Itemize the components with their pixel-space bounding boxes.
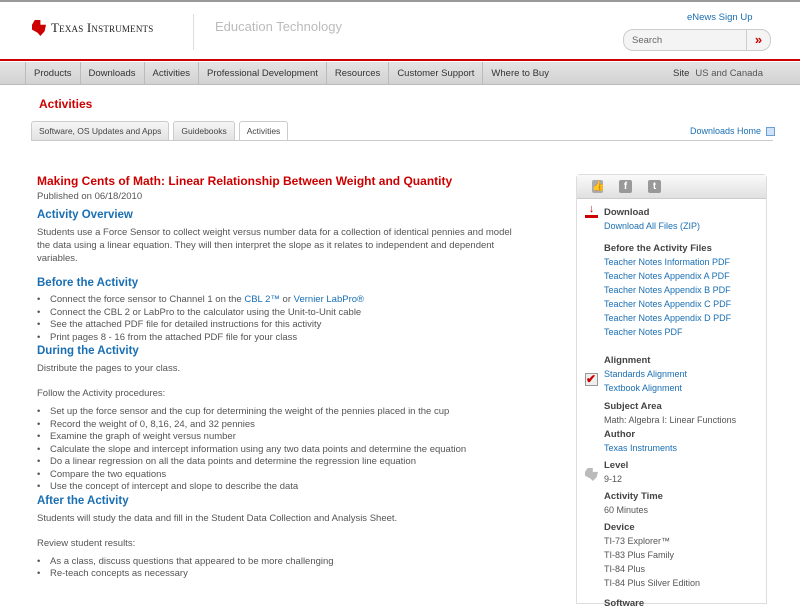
download-heading: Download (604, 207, 650, 218)
device-item: TI-83 Plus Family (604, 550, 675, 560)
like-icon[interactable]: 👍 (592, 181, 605, 192)
paragraph: Students will study the data and fill in the Student Data Collection and Analysis Sheet. (37, 512, 398, 524)
activity-content (37, 174, 527, 581)
file-link[interactable]: Teacher Notes Appendix D PDF (604, 313, 732, 323)
device-item: TI-84 Plus (604, 564, 646, 574)
tab-guidebooks[interactable]: Guidebooks (173, 121, 234, 140)
site-selector[interactable]: Site US and Canada (673, 68, 763, 79)
search-button[interactable]: » (746, 30, 770, 50)
standards-alignment-link[interactable]: Standards Alignment (604, 369, 688, 379)
divider (193, 14, 194, 50)
author-link[interactable]: Texas Instruments (604, 443, 678, 453)
textbook-alignment-link[interactable]: Textbook Alignment (604, 383, 683, 393)
list-item: • Print pages 8 - 16 from the attached PDF file for your class (37, 332, 527, 345)
level-value: 9-12 (604, 474, 623, 484)
after-heading: After the Activity (37, 494, 129, 507)
home-icon[interactable] (766, 127, 775, 136)
ti-logo-icon (32, 20, 46, 36)
enews-signup-link[interactable]: eNews Sign Up (687, 12, 753, 23)
nav-resources[interactable]: Resources (327, 62, 389, 85)
search-box[interactable] (623, 29, 771, 51)
overview-text: Students use a Force Sensor to collect weight versus number data for a collection of identical pennies and model the data using a linear equation. They will then interpret the slope as it relates to independent and dependent variables. (37, 227, 512, 264)
nav-customer-support[interactable]: Customer Support (389, 62, 483, 85)
during-heading: During the Activity (37, 345, 139, 357)
downloads-home-link[interactable]: Downloads Home (690, 126, 762, 136)
alignment-heading: Alignment (604, 355, 651, 366)
list-item: • Connect the CBL 2 or LabPro to the calculator using the Unit-to-Unit cable (37, 307, 527, 320)
list-item: • See the attached PDF file for detailed instructions for this activity (37, 319, 527, 332)
tab-software[interactable]: Software, OS Updates and Apps (31, 121, 169, 140)
list-item: • Calculate the slope and intercept information using any two data points and determine the equation (37, 444, 527, 457)
file-link[interactable]: Teacher Notes Appendix C PDF (604, 299, 732, 309)
time-value: 60 Minutes (604, 505, 649, 515)
download-icon: ↓ (585, 205, 598, 218)
list-item: • As a class, discuss questions that appeared to be more challenging (37, 556, 527, 569)
nav-activities[interactable]: Activities (145, 62, 199, 85)
published-date: Published on 06/18/2010 (37, 191, 143, 202)
activity-title: Making Cents of Math: Linear Relationship Between Weight and Quantity (37, 174, 453, 188)
time-heading: Activity Time (604, 491, 663, 502)
level-heading: Level (604, 460, 629, 471)
nav-where-to-buy[interactable]: Where to Buy (491, 67, 549, 79)
device-heading: Device (604, 522, 635, 533)
file-link[interactable]: Teacher Notes Appendix B PDF (604, 285, 731, 295)
device-item: TI-73 Explorer™ (604, 536, 671, 546)
file-link[interactable]: Teacher Notes Information PDF (604, 257, 731, 267)
paragraph: Review student results: (37, 537, 136, 549)
list-item: • Re-teach concepts as necessary (37, 568, 527, 581)
device-item: TI-84 Plus Silver Edition (604, 578, 701, 588)
twitter-icon[interactable]: t (648, 180, 661, 193)
before-files-heading: Before the Activity Files (604, 243, 712, 254)
nav-downloads[interactable]: Downloads (81, 62, 145, 85)
before-heading: Before the Activity (37, 277, 139, 289)
author-heading: Author (604, 429, 636, 440)
list-item: • Set up the force sensor and the cup for determining the weight of the pennies placed in the cup (37, 406, 527, 419)
checkbox-icon: ✔ (586, 372, 597, 386)
list-item: • Record the weight of 0, 8,16, 24, and 32 pennies (37, 419, 527, 432)
overview-heading: Activity Overview (37, 209, 133, 221)
facebook-icon[interactable]: f (619, 180, 632, 193)
page-heading: Activities (39, 97, 93, 111)
subject-heading: Subject Area (604, 401, 662, 412)
ti-logo[interactable]: Texas Instruments (32, 20, 153, 36)
labpro-link[interactable]: Vernier LabPro® (293, 294, 365, 305)
cbl2-link[interactable]: CBL 2™ (244, 294, 280, 305)
list-item: • Connect the force sensor to Channel 1 on the CBL 2™ or Vernier LabPro® (37, 294, 527, 307)
search-input[interactable]: Search (632, 34, 663, 46)
software-heading: Software (604, 598, 645, 609)
nav-professional-development[interactable]: Professional Development (199, 62, 327, 85)
file-link[interactable]: Teacher Notes PDF (604, 327, 683, 337)
section-title: Education Technology (215, 19, 342, 34)
tab-divider (31, 140, 773, 141)
file-link[interactable]: Teacher Notes Appendix A PDF (604, 271, 730, 281)
list-item: • Use the concept of intercept and slope to describe the data (37, 481, 527, 494)
subject-value: Math: Algebra I: Linear Functions (604, 415, 737, 425)
ti-author-icon (585, 468, 598, 481)
activity-sidebar (576, 174, 767, 609)
nav-products[interactable]: Products (25, 62, 81, 85)
paragraph: Distribute the pages to your class. (37, 363, 181, 374)
list-item: • Examine the graph of weight versus number (37, 431, 527, 444)
list-item: • Compare the two equations (37, 469, 527, 482)
list-item: • Do a linear regression on all the data points and determine the regression line equation (37, 456, 527, 469)
tab-activities[interactable]: Activities (239, 121, 289, 141)
download-all-link[interactable]: Download All Files (ZIP) (604, 221, 701, 231)
paragraph: Follow the Activity procedures: (37, 388, 166, 399)
